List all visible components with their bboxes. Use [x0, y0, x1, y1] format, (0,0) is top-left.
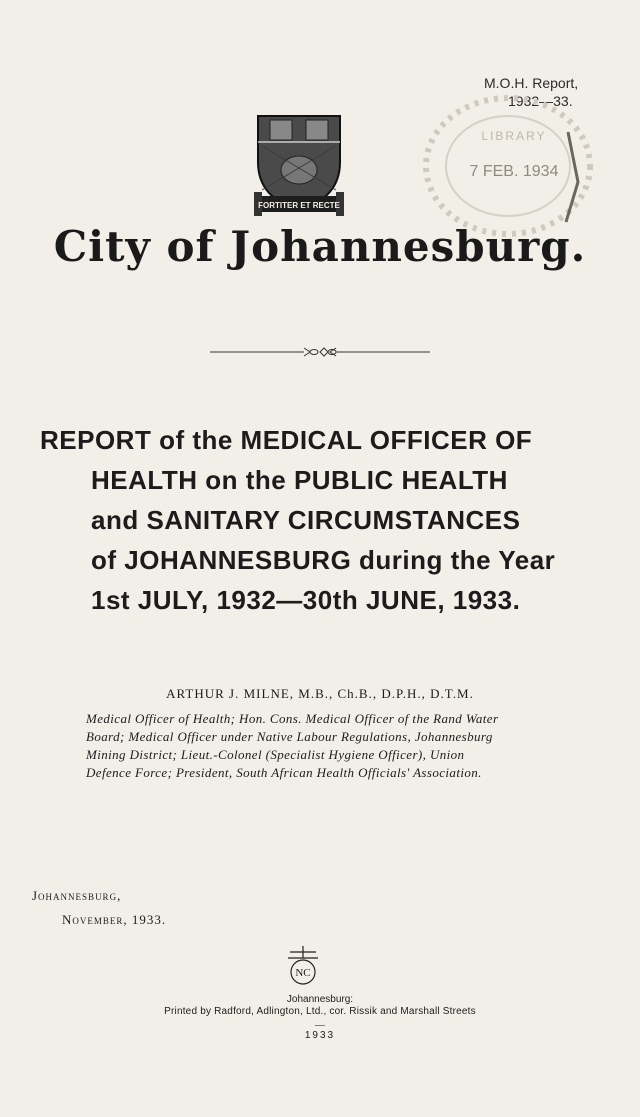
- author-name: ARTHUR J. MILNE, M.B., Ch.B., D.P.H., D.T.M.: [166, 686, 474, 701]
- report-label-line1: M.O.H. Report,: [484, 75, 579, 91]
- heading-line-2: HEALTH on the PUBLIC HEALTH: [91, 465, 508, 495]
- credential-line: Mining District; Lieut.-Colonel (Specialist Hygiene Officer), Union: [86, 747, 465, 762]
- credential-line: Medical Officer of Health; Hon. Cons. Medical Officer of the Rand Water: [86, 711, 499, 726]
- credential-line: Defence Force; President, South African Health Officials' Association.: [86, 765, 482, 780]
- place-and-date: [32, 884, 166, 932]
- library-stamp-icon: [418, 92, 594, 240]
- credential-line: Board; Medical Officer under Native Labour Regulations, Johannesburg: [86, 729, 493, 744]
- ornament-divider-icon: [210, 344, 430, 360]
- place-date: November, 1933.: [62, 912, 167, 927]
- report-label-line2: 1932—33.: [508, 93, 573, 109]
- heading-line-5: 1st JULY, 1932—30th JUNE, 1933.: [91, 585, 521, 615]
- author-credentials: [86, 710, 556, 782]
- printer-mark-icon: [284, 946, 322, 986]
- stamp-top-text: LIBRARY: [481, 129, 547, 143]
- report-heading: [40, 420, 600, 620]
- city-crest-icon: [252, 112, 346, 220]
- crest-motto: FORTITER ET RECTE: [258, 201, 340, 210]
- city-title: City of Johannesburg.: [53, 222, 587, 271]
- place-city: Johannesburg,: [32, 888, 122, 903]
- printer-separator: —: [315, 1020, 325, 1031]
- heading-line-3: and SANITARY CIRCUMSTANCES: [91, 505, 521, 535]
- heading-line-1: REPORT of the MEDICAL OFFICER OF: [40, 425, 533, 455]
- printer-mark-text: NC: [295, 967, 311, 979]
- print-year: 1933: [304, 1030, 336, 1041]
- heading-line-4: of JOHANNESBURG during the Year: [91, 545, 556, 575]
- printer-city: Johannesburg:: [286, 994, 354, 1005]
- stamp-date: 7 FEB. 1934: [469, 163, 559, 180]
- printer-address: Printed by Radford, Adlington, Ltd., cor. Rissik and Marshall Streets: [164, 1006, 476, 1017]
